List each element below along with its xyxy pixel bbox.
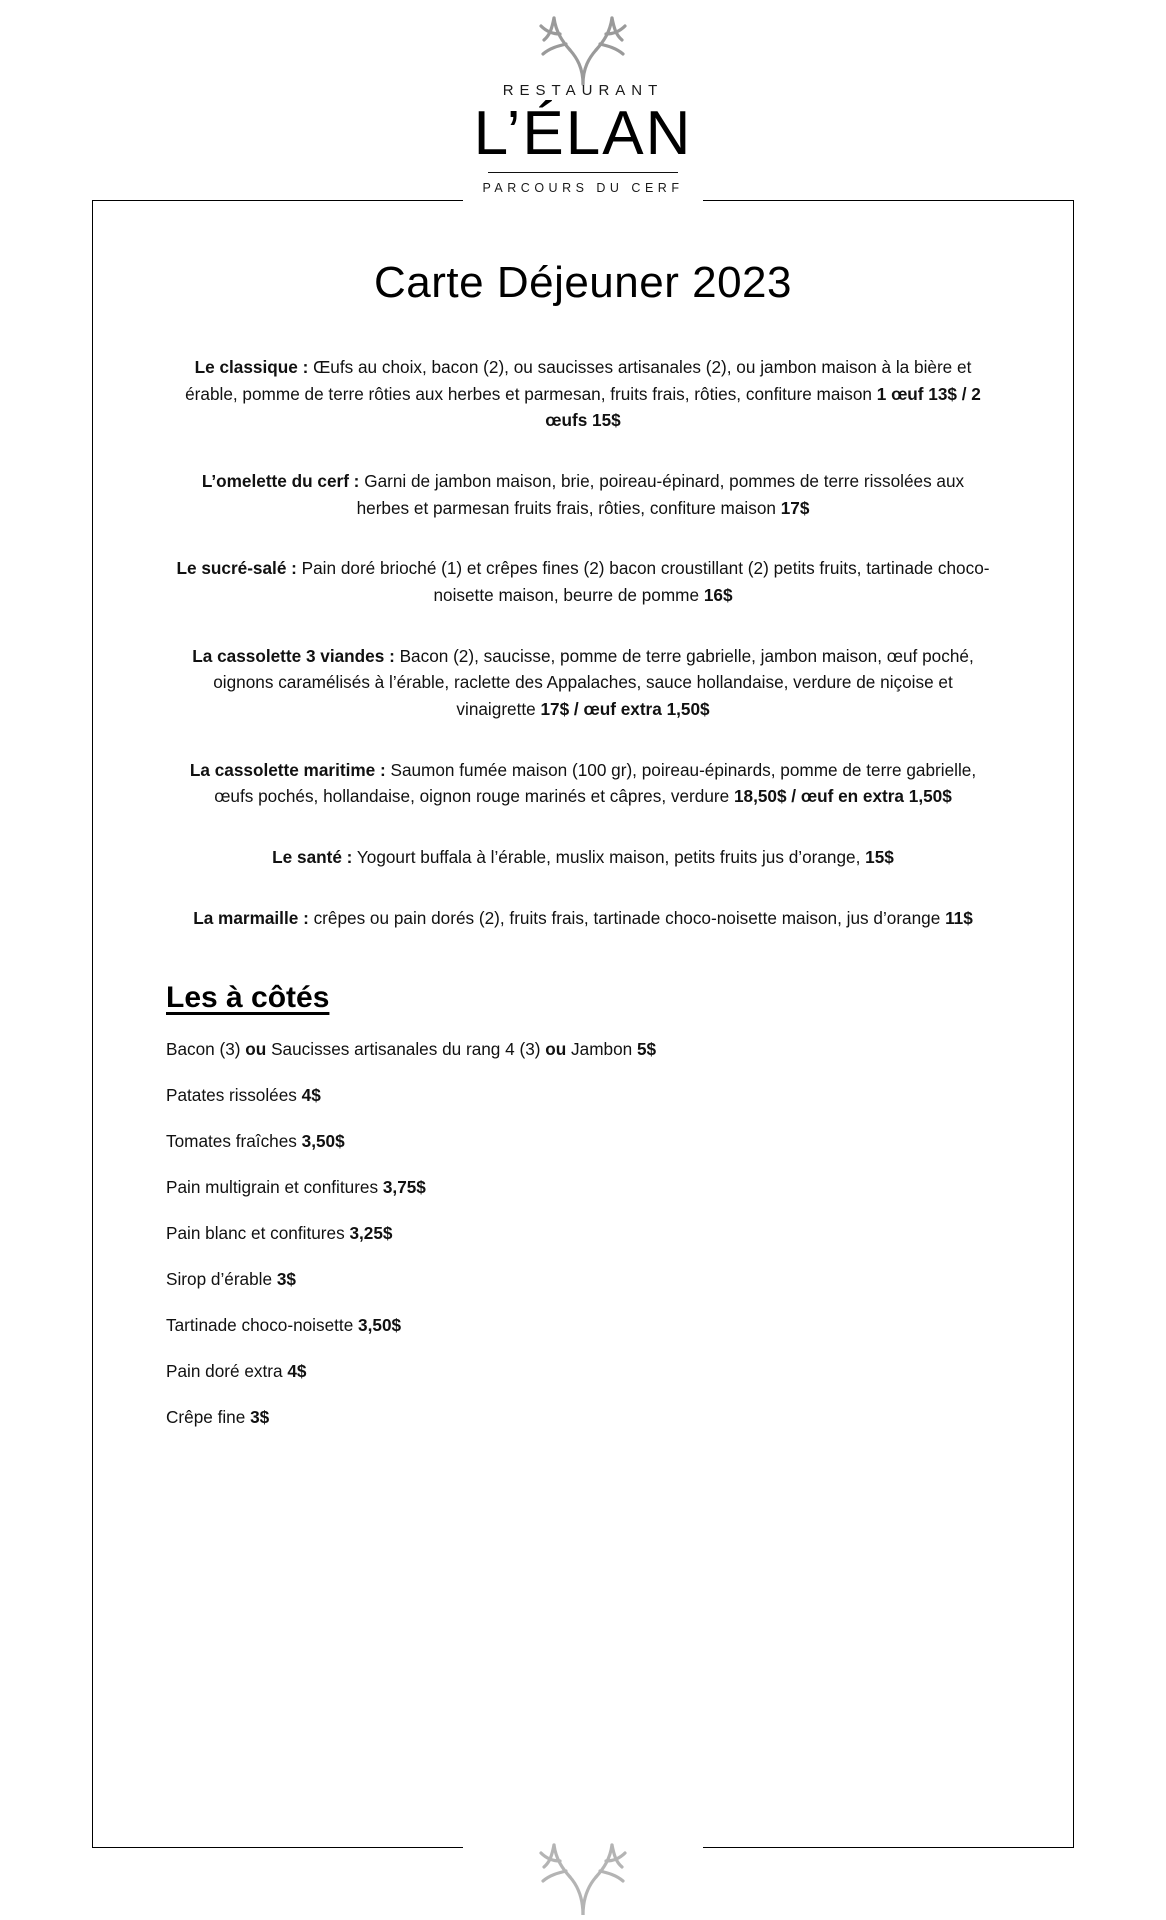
menu-item xyxy=(162,468,1004,521)
menu-item-name: La cassolette 3 viandes : xyxy=(192,645,395,666)
side-item-price: 3$ xyxy=(276,1268,296,1289)
side-item-price: 4$ xyxy=(301,1085,321,1106)
side-item-price: 3,25$ xyxy=(349,1222,393,1243)
menu-item-list xyxy=(162,354,1004,931)
restaurant-logo xyxy=(0,8,1166,195)
logo-name: L’ÉLAN xyxy=(473,99,693,168)
menu-item-description: Pain doré brioché (1) et crêpes fines (2) bacon croustillant (2) petits fruits, tartinade choco-noisette maison, beurre de pomme xyxy=(296,558,990,605)
side-item xyxy=(166,1083,1004,1108)
menu-item-name: L’omelette du cerf : xyxy=(201,470,360,491)
side-item xyxy=(166,1405,1004,1430)
menu-item-price: 16$ xyxy=(703,584,733,605)
antler-icon xyxy=(0,8,1166,86)
frame-top-gap xyxy=(463,193,703,209)
sides-list xyxy=(166,1037,1004,1429)
menu-item xyxy=(162,757,1004,810)
side-item xyxy=(166,1221,1004,1246)
side-item-label: Tartinade choco-noisette xyxy=(166,1314,359,1335)
footer-antler xyxy=(0,1835,1166,1920)
side-item-conjunction: ou xyxy=(545,1039,567,1060)
menu-item xyxy=(162,844,1004,871)
menu-item-description: Bacon (2), saucisse, pomme de terre gabrielle, jambon maison, œuf poché, oignons caramélisés à l’érable, raclette des Appalaches, sauce hollandaise, verdure de niçoise et vinaigrette xyxy=(213,645,974,719)
side-item-price: 3,75$ xyxy=(382,1177,426,1197)
side-item-price: 5$ xyxy=(636,1039,657,1060)
menu-item-price: 17$ xyxy=(780,497,810,518)
menu-item-description: Œufs au choix, bacon (2), ou saucisses artisanales (2), ou jambon maison à la bière et érable, pomme de terre rôties aux herbes et parmesan, fruits frais, rôties, confiture maison xyxy=(185,357,972,404)
side-item-conjunction: ou xyxy=(245,1039,267,1060)
menu-item xyxy=(162,354,1004,434)
side-item xyxy=(166,1037,1004,1062)
menu-item-price: 17$ / œuf extra 1,50$ xyxy=(540,698,710,719)
menu-item-name: Le santé : xyxy=(272,846,353,867)
menu-item-name: La marmaille : xyxy=(193,907,309,928)
page-title: Carte Déjeuner 2023 xyxy=(374,258,792,307)
logo-restaurant-word: RESTAURANT xyxy=(502,82,664,99)
side-item-label: Pain blanc et confitures xyxy=(166,1222,350,1243)
menu-item-price: 11$ xyxy=(945,907,973,928)
menu-item xyxy=(162,555,1004,608)
menu-item-name: La cassolette maritime : xyxy=(189,759,386,780)
side-item-label: Patates rissolées xyxy=(166,1085,302,1106)
side-item xyxy=(166,1313,1004,1338)
side-item xyxy=(166,1175,1004,1200)
menu-item-description: Yogourt buffala à l’érable, muslix maison, petits fruits jus d’orange, xyxy=(352,846,866,867)
logo-tagline: PARCOURS DU CERF xyxy=(482,181,684,196)
antler-icon xyxy=(498,1902,668,1919)
side-item xyxy=(166,1359,1004,1384)
menu-item-price: 1 œuf 13$ / 2 œufs 15$ xyxy=(545,383,981,431)
sides-title: Les à côtés xyxy=(166,981,330,1015)
menu-item xyxy=(162,643,1004,723)
menu-item-description: Garni de jambon maison, brie, poireau-épinard, pommes de terre rissolées aux herbes et parmesan fruits frais, rôties, confiture maison xyxy=(356,470,965,518)
side-item-label: Jambon xyxy=(566,1039,637,1060)
menu-item-price: 18,50$ / œuf en extra 1,50$ xyxy=(733,786,952,807)
side-item-label: Bacon (3) xyxy=(166,1039,246,1060)
side-item xyxy=(166,1129,1004,1154)
menu-item-description: Saumon fumée maison (100 gr), poireau-épinards, pomme de terre gabrielle, œufs pochés, hollandaise, oignon rouge marinés et câpres, verdure xyxy=(214,759,977,807)
sides-section xyxy=(162,981,1004,1429)
menu-content xyxy=(92,200,1074,1848)
menu-item-name: Le classique : xyxy=(194,357,309,377)
side-item-price: 3$ xyxy=(250,1406,270,1427)
side-item-price: 4$ xyxy=(287,1360,307,1381)
menu-item-price: 15$ xyxy=(865,846,894,867)
side-item-label: Saucisses artisanales du rang 4 (3) xyxy=(266,1039,546,1060)
side-item-label: Sirop d’érable xyxy=(166,1268,277,1289)
side-item-label: Pain doré extra xyxy=(166,1360,288,1381)
side-item-label: Tomates fraîches xyxy=(166,1131,302,1152)
side-item-label: Pain multigrain et confitures xyxy=(166,1177,383,1197)
menu-item xyxy=(162,905,1004,932)
menu-item-description: crêpes ou pain dorés (2), fruits frais, tartinade choco-noisette maison, jus d’orange xyxy=(308,907,946,928)
side-item-label: Crêpe fine xyxy=(166,1406,251,1427)
menu-item-name: Le sucré-salé : xyxy=(176,558,297,579)
side-item xyxy=(166,1267,1004,1292)
side-item-price: 3,50$ xyxy=(301,1131,345,1152)
side-item-price: 3,50$ xyxy=(358,1314,402,1335)
logo-divider xyxy=(488,172,678,173)
